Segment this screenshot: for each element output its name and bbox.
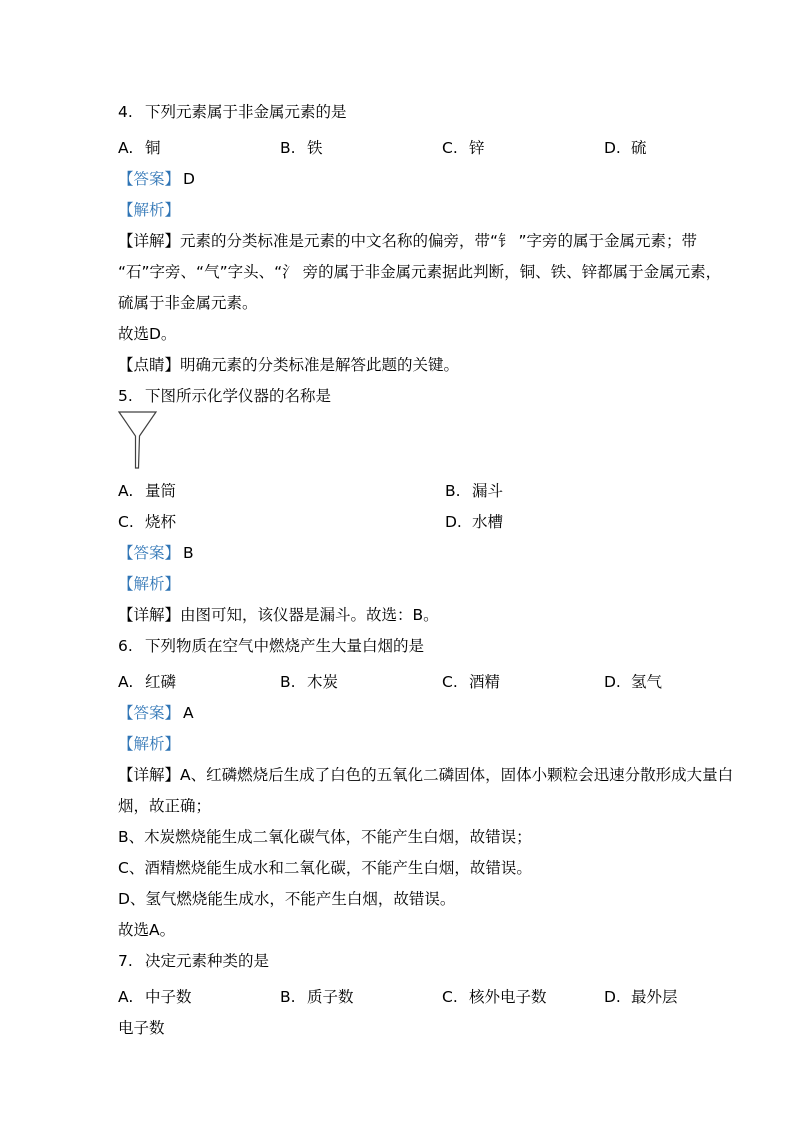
answer-label: 【答案】 — [118, 170, 181, 188]
detail-line — [118, 319, 680, 350]
detail-line — [118, 791, 680, 822]
option-text: 红磷 — [145, 673, 177, 691]
option-text: 质子数 — [307, 988, 354, 1006]
option-b — [280, 667, 338, 698]
detail-text: 硫属于非金属元素。 — [118, 294, 258, 312]
option-d — [445, 507, 503, 538]
option-b — [280, 982, 354, 1013]
answer-value: D — [183, 170, 195, 188]
option-key: C. — [442, 673, 458, 691]
option-continuation-text: 电子数 — [118, 1019, 165, 1037]
analysis-line — [118, 729, 680, 760]
option-text: 量筒 — [145, 482, 177, 500]
analysis-label: 【解析】 — [118, 575, 181, 593]
answer-line — [118, 538, 680, 569]
analysis-line — [118, 569, 680, 600]
option-key: A. — [118, 673, 134, 691]
detail-text: 【详解】元素的分类标准是元素的中文名称的偏旁，带“钅 ”字旁的属于金属元素；带 — [118, 232, 697, 250]
option-text: 烧杯 — [145, 513, 177, 531]
detail-text: C、酒精燃烧能生成水和二氧化碳，不能产生白烟，故错误。 — [118, 859, 532, 877]
question-title-text: 决定元素种类的是 — [145, 952, 270, 970]
option-d — [604, 133, 647, 164]
option-row — [118, 476, 680, 507]
option-c — [118, 507, 176, 538]
option-key: D. — [604, 673, 621, 691]
question-title-text: 下图所示化学仪器的名称是 — [145, 387, 332, 405]
option-text: 水槽 — [472, 513, 504, 531]
detail-text: 故选A。 — [118, 921, 176, 939]
detail-line — [118, 257, 722, 288]
option-key: C. — [442, 139, 458, 157]
option-a — [118, 476, 176, 507]
detail-line — [118, 600, 680, 631]
option-a — [118, 982, 192, 1013]
option-a — [118, 667, 176, 698]
option-a — [118, 133, 161, 164]
analysis-label: 【解析】 — [118, 201, 181, 219]
question-title — [118, 97, 680, 128]
option-text: 漏斗 — [472, 482, 504, 500]
option-c — [442, 133, 485, 164]
question-title — [118, 381, 680, 412]
detail-text: 【详解】由图可知，该仪器是漏斗。故选：B。 — [118, 606, 439, 624]
document-page — [118, 97, 734, 1044]
answer-label: 【答案】 — [118, 704, 181, 722]
detail-line — [118, 853, 680, 884]
option-row — [118, 507, 680, 538]
option-c — [442, 667, 500, 698]
option-text: 铜 — [145, 139, 161, 157]
question-number: 5. — [118, 387, 133, 405]
option-key: B. — [280, 139, 296, 157]
option-text: 铁 — [307, 139, 323, 157]
option-d — [604, 667, 662, 698]
option-key: A. — [118, 139, 134, 157]
option-text: 锌 — [469, 139, 485, 157]
option-key: C. — [118, 513, 134, 531]
option-text: 氢气 — [631, 673, 663, 691]
option-c — [442, 982, 547, 1013]
option-key: B. — [445, 482, 461, 500]
question-number: 7. — [118, 952, 133, 970]
option-b — [280, 133, 323, 164]
answer-label: 【答案】 — [118, 544, 181, 562]
note-text: 【点睛】明确元素的分类标准是解答此题的关键。 — [118, 356, 460, 374]
detail-line — [118, 288, 680, 319]
analysis-line — [118, 195, 680, 226]
option-text: 核外电子数 — [469, 988, 547, 1006]
answer-value: B — [183, 544, 194, 562]
question-title-text: 下列元素属于非金属元素的是 — [145, 103, 347, 121]
option-key: B. — [280, 988, 296, 1006]
analysis-label: 【解析】 — [118, 735, 181, 753]
detail-text: 故选D。 — [118, 325, 177, 343]
option-key: C. — [442, 988, 458, 1006]
option-continuation — [118, 1013, 680, 1044]
option-key: D. — [604, 988, 621, 1006]
option-text: 最外层 — [631, 988, 678, 1006]
detail-text: 烟，故正确； — [118, 797, 212, 815]
question-title — [118, 631, 680, 662]
option-row — [118, 133, 680, 164]
detail-text: B、木炭燃烧能生成二氧化碳气体，不能产生白烟，故错误； — [118, 828, 532, 846]
option-text: 木炭 — [307, 673, 339, 691]
note-line — [118, 350, 680, 381]
detail-text: “石”字旁、“气”字头、“氵 旁的属于非金属元素据此判断，铜、铁、锌都属于金属元素， — [118, 263, 722, 281]
question-number: 4. — [118, 103, 133, 121]
detail-text: 【详解】A、红磷燃烧后生成了白色的五氧化二磷固体，固体小颗粒会迅速分散形成大量白 — [118, 766, 734, 784]
option-text: 中子数 — [145, 988, 192, 1006]
detail-text: D、氢气燃烧能生成水，不能产生白烟，故错误。 — [118, 890, 456, 908]
option-key: D. — [604, 139, 621, 157]
answer-line — [118, 698, 680, 729]
funnel-figure — [118, 417, 680, 473]
option-key: D. — [445, 513, 462, 531]
detail-line — [118, 915, 680, 946]
detail-line — [118, 760, 734, 791]
detail-line — [118, 226, 697, 257]
option-key: B. — [280, 673, 296, 691]
option-d — [604, 982, 678, 1013]
answer-value: A — [183, 704, 194, 722]
option-key: A. — [118, 988, 134, 1006]
option-text: 酒精 — [469, 673, 501, 691]
answer-line — [118, 164, 680, 195]
option-key: A. — [118, 482, 134, 500]
question-title — [118, 946, 680, 977]
option-b — [445, 476, 503, 507]
detail-line — [118, 884, 680, 915]
question-title-text: 下列物质在空气中燃烧产生大量白烟的是 — [145, 637, 425, 655]
detail-line — [118, 822, 680, 853]
funnel-icon — [118, 411, 160, 473]
option-row — [118, 982, 680, 1013]
option-text: 硫 — [631, 139, 647, 157]
option-row — [118, 667, 680, 698]
question-number: 6. — [118, 637, 133, 655]
